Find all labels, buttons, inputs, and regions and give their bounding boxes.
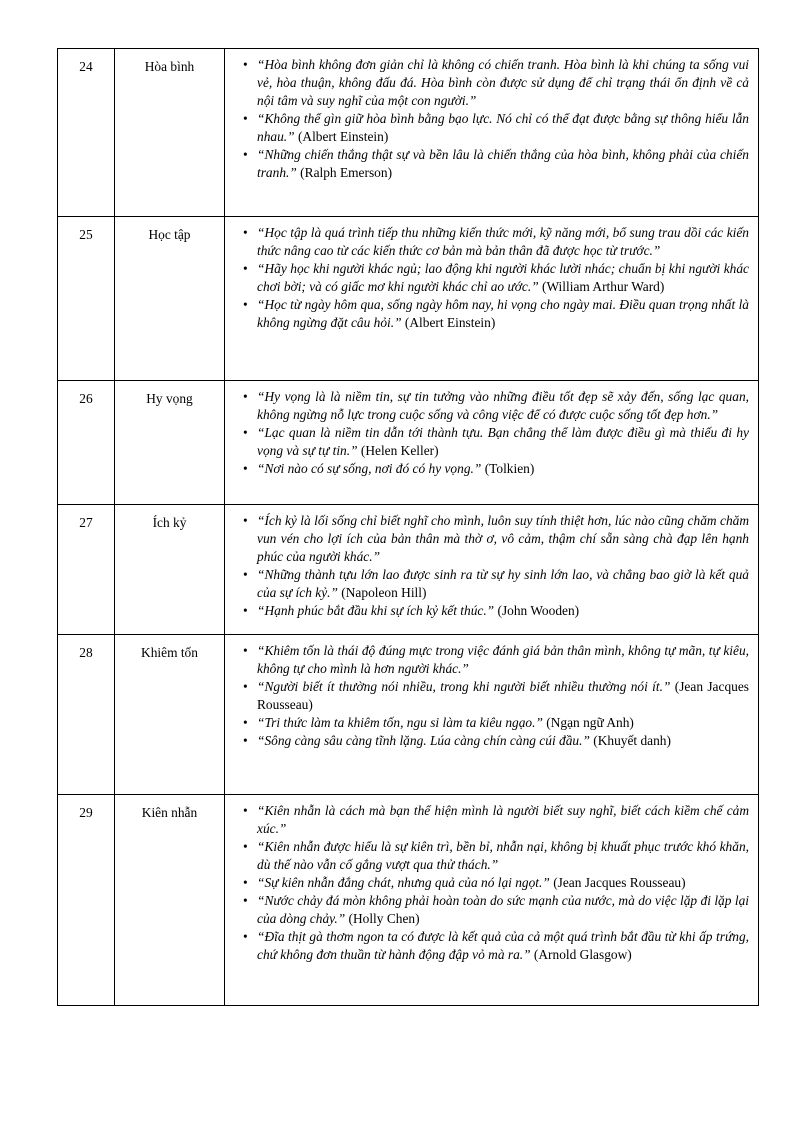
- bullet-icon: •: [243, 147, 248, 162]
- row-number: 26: [58, 381, 115, 505]
- row-quotes: [225, 217, 759, 381]
- bullet-icon: •: [243, 261, 248, 276]
- quote-source: (William Arthur Ward): [542, 279, 665, 294]
- row-quotes: [225, 49, 759, 217]
- quote-item: [243, 146, 749, 182]
- row-number: 25: [58, 217, 115, 381]
- quote-text: “Nơi nào có sự sống, nơi đó có hy vọng.”: [257, 461, 482, 476]
- quote-item: [243, 802, 749, 838]
- quote-item: [243, 892, 749, 928]
- quote-source: (Helen Keller): [360, 443, 439, 458]
- quote-list: [243, 642, 749, 750]
- quote-item: [243, 602, 749, 620]
- quote-text: “Những chiến thắng thật sự và bền lâu là chiến thắng của hòa bình, không phải của chiến tranh.”: [257, 147, 749, 180]
- quote-item: [243, 714, 749, 732]
- quote-text: “Kiên nhẫn được hiểu là sự kiên trì, bền bỉ, nhẫn nại, không bị khuất phục trước khó khăn, dù thế nào vẫn cố gắng vượt qua thử thách.”: [257, 839, 749, 872]
- table-row: [58, 217, 759, 381]
- row-topic: Khiêm tốn: [115, 635, 225, 795]
- table-row: [58, 795, 759, 1006]
- table-row: [58, 505, 759, 635]
- quote-item: [243, 260, 749, 296]
- quote-text: “Hạnh phúc bắt đầu khi sự ích kỷ kết thúc.”: [257, 603, 495, 618]
- bullet-icon: •: [243, 111, 248, 126]
- quote-list: [243, 224, 749, 332]
- quote-text: “Nước chảy đá mòn không phải hoàn toàn do sức mạnh của nước, mà do việc lặp đi lặp lại của dòng chảy.”: [257, 893, 749, 926]
- quote-text: “Đĩa thịt gà thơm ngon ta có được là kết quả của cả một quá trình bắt đầu từ khi ấp trứng, chứ không đơn thuần từ hành động đập vỏ mà ra.”: [257, 929, 749, 962]
- quote-item: [243, 512, 749, 566]
- quote-text: “Hãy học khi người khác ngủ; lao động khi người khác lười nhác; chuẩn bị khi người khác chơi bời; và có giấc mơ khi người khác chỉ ao ước.”: [257, 261, 749, 294]
- quote-source: (Tolkien): [484, 461, 535, 476]
- bullet-icon: •: [243, 803, 248, 818]
- bullet-icon: •: [243, 389, 248, 404]
- quote-source: (Arnold Glasgow): [533, 947, 632, 962]
- bullet-icon: •: [243, 929, 248, 944]
- quotes-table-body: [58, 49, 759, 1006]
- quote-text: “Kiên nhẫn là cách mà bạn thể hiện mình là người biết suy nghĩ, biết cách kiềm chế cảm xúc.”: [257, 803, 749, 836]
- quote-item: [243, 874, 749, 892]
- quote-list: [243, 388, 749, 478]
- quote-text: “Lạc quan là niềm tin dẫn tới thành tựu. Bạn chẳng thể làm được điều gì mà thiếu đi hy vọng và sự tự tin.”: [257, 425, 749, 458]
- bullet-icon: •: [243, 715, 248, 730]
- quote-source: (Jean Jacques Rousseau): [257, 679, 749, 712]
- row-quotes: [225, 635, 759, 795]
- bullet-icon: •: [243, 461, 248, 476]
- bullet-icon: •: [243, 839, 248, 854]
- quote-item: [243, 424, 749, 460]
- bullet-icon: •: [243, 733, 248, 748]
- quote-text: “Sự kiên nhẫn đắng chát, nhưng quả của nó lại ngọt.”: [257, 875, 550, 890]
- row-topic: Hy vọng: [115, 381, 225, 505]
- row-quotes: [225, 381, 759, 505]
- bullet-icon: •: [243, 513, 248, 528]
- quote-item: [243, 388, 749, 424]
- quote-text: “Hy vọng là là niềm tin, sự tin tưởng vào những điều tốt đẹp sẽ xảy đến, sống lạc quan, không ngừng nỗ lực trong cuộc sống và công việc để có được cuộc sống tốt đẹp hơn.”: [257, 389, 749, 422]
- quote-item: [243, 678, 749, 714]
- quote-list: [243, 802, 749, 964]
- quote-source: (Holly Chen): [348, 911, 420, 926]
- bullet-icon: •: [243, 225, 248, 240]
- row-quotes: [225, 505, 759, 635]
- bullet-icon: •: [243, 893, 248, 908]
- row-number: 28: [58, 635, 115, 795]
- quote-item: [243, 296, 749, 332]
- quote-source: (Napoleon Hill): [341, 585, 427, 600]
- quote-item: [243, 838, 749, 874]
- quote-item: [243, 224, 749, 260]
- table-row: [58, 381, 759, 505]
- quote-item: [243, 928, 749, 964]
- bullet-icon: •: [243, 603, 248, 618]
- quote-item: [243, 110, 749, 146]
- quote-item: [243, 56, 749, 110]
- quote-text: “Sông càng sâu càng tĩnh lặng. Lúa càng chín càng cúi đầu.”: [257, 733, 590, 748]
- quote-text: “Người biết ít thường nói nhiều, trong khi người biết nhiều thường nói ít.”: [257, 679, 671, 694]
- quote-text: “Hòa bình không đơn giản chỉ là không có chiến tranh. Hòa bình là khi chúng ta sống vui vẻ, hòa thuận, không đấu đá. Hòa bình còn được sử dụng để chỉ trạng thái ổn định về cả nội tâm và suy nghĩ của một con người.”: [257, 57, 749, 108]
- quote-text: “Học tập là quá trình tiếp thu những kiến thức mới, kỹ năng mới, bổ sung trau dồi các kiến thức nâng cao từ các kiến thức cơ bản mà bản thân đã được học từ trước.”: [257, 225, 749, 258]
- table-row: [58, 49, 759, 217]
- quote-text: “Những thành tựu lớn lao được sinh ra từ sự hy sinh lớn lao, và chẳng bao giờ là kết quả của sự ích kỷ.”: [257, 567, 749, 600]
- quote-source: (Ralph Emerson): [300, 165, 393, 180]
- quote-item: [243, 732, 749, 750]
- quote-source: (John Wooden): [497, 603, 580, 618]
- row-topic: Hòa bình: [115, 49, 225, 217]
- quote-item: [243, 460, 749, 478]
- quote-item: [243, 642, 749, 678]
- row-number: 24: [58, 49, 115, 217]
- row-topic: Ích kỷ: [115, 505, 225, 635]
- bullet-icon: •: [243, 425, 248, 440]
- quote-item: [243, 566, 749, 602]
- quote-text: “Khiêm tốn là thái độ đúng mực trong việc đánh giá bản thân mình, không tự mãn, tự kiêu, không tự cho mình là hơn người khác.”: [257, 643, 749, 676]
- bullet-icon: •: [243, 567, 248, 582]
- row-number: 29: [58, 795, 115, 1006]
- quote-text: “Học từ ngày hôm qua, sống ngày hôm nay, hi vọng cho ngày mai. Điều quan trọng nhất là không ngừng đặt câu hỏi.”: [257, 297, 749, 330]
- quote-source: (Jean Jacques Rousseau): [553, 875, 686, 890]
- row-quotes: [225, 795, 759, 1006]
- row-topic: Kiên nhẫn: [115, 795, 225, 1006]
- quote-text: “Ích kỷ là lối sống chỉ biết nghĩ cho mình, luôn suy tính thiệt hơn, lúc nào cũng chăm chăm vun vén cho lợi ích của bản thân mà thờ ơ, vô cảm, thậm chí sẵn sàng chà đạp lên hạnh phúc của người khác.”: [257, 513, 749, 564]
- bullet-icon: •: [243, 297, 248, 312]
- quote-list: [243, 512, 749, 620]
- row-topic: Học tập: [115, 217, 225, 381]
- quote-source: (Ngạn ngữ Anh): [546, 715, 634, 730]
- bullet-icon: •: [243, 643, 248, 658]
- quote-text: “Không thể gìn giữ hòa bình bằng bạo lực. Nó chỉ có thể đạt được bằng sự thông hiểu lẫn nhau.”: [257, 111, 749, 144]
- quote-source: (Khuyết danh): [593, 733, 671, 748]
- bullet-icon: •: [243, 57, 248, 72]
- quotes-table: [57, 48, 759, 1006]
- row-number: 27: [58, 505, 115, 635]
- quote-list: [243, 56, 749, 182]
- table-row: [58, 635, 759, 795]
- bullet-icon: •: [243, 875, 248, 890]
- bullet-icon: •: [243, 679, 248, 694]
- quote-source: (Albert Einstein): [404, 315, 496, 330]
- quote-text: “Tri thức làm ta khiêm tốn, ngu si làm ta kiêu ngạo.”: [257, 715, 543, 730]
- quote-source: (Albert Einstein): [297, 129, 389, 144]
